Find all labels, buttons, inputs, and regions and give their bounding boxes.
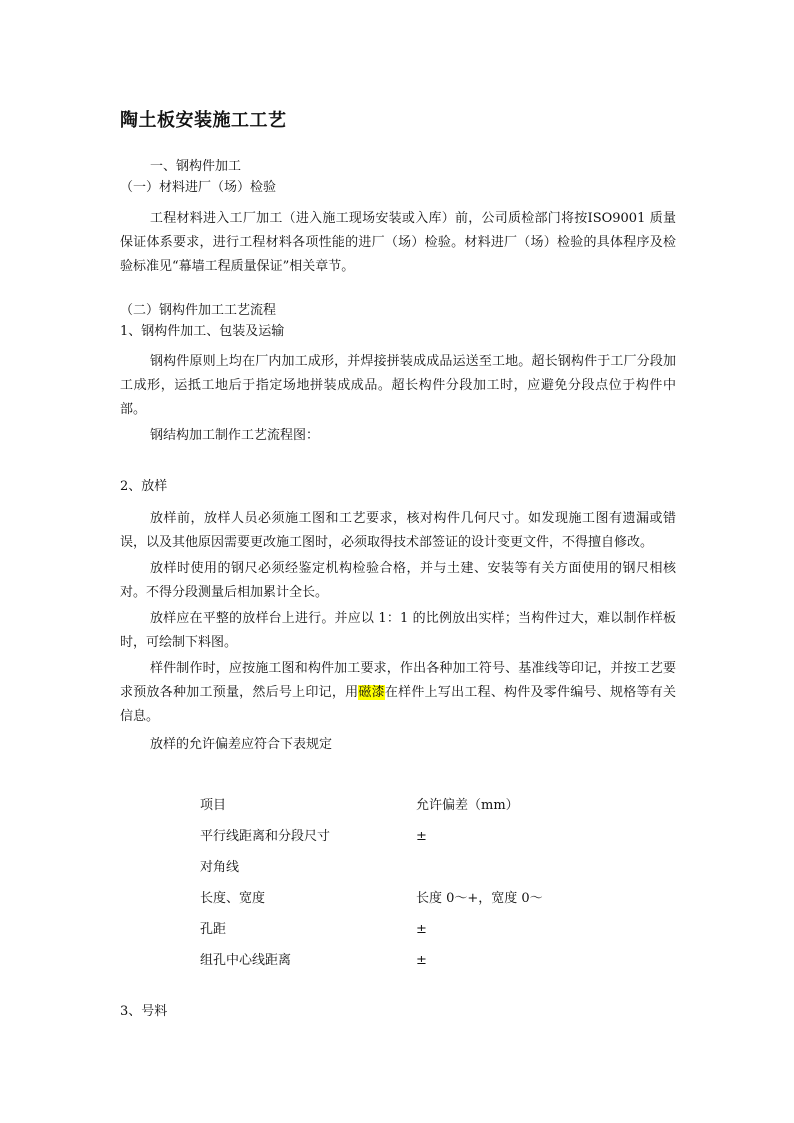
table-cell-tolerance: ± [416, 953, 427, 968]
table-cell-item: 孔距 [200, 922, 227, 937]
paragraph-flowchart-label: 钢结构加工制作工艺流程图： [150, 428, 320, 443]
item-heading-fabrication: 1、钢构件加工、包装及运输 [120, 324, 285, 339]
table-cell-item: 平行线距离和分段尺寸 [200, 829, 331, 844]
table-header-item: 项目 [200, 798, 227, 813]
subsection-heading-material-inspection: （一）材料进厂（场）检验 [120, 180, 277, 195]
table-cell-item: 组孔中心线距离 [200, 953, 292, 968]
table-cell-item: 对角线 [200, 860, 240, 875]
item-heading-marking: 3、号料 [120, 1004, 168, 1019]
paragraph-lofting-1: 放样前，放样人员必须施工图和工艺要求，核对构件几何尺寸。如发现施工图有遗漏或错误，以及其他原因需要更改施工图时，必须取得技术部签证的设计变更文件，不得擅自修改。 [120, 511, 676, 550]
item-heading-lofting: 2、放样 [120, 479, 168, 494]
table-cell-item: 长度、宽度 [200, 891, 266, 906]
table-cell-tolerance: ± [416, 829, 427, 844]
highlighted-text: 磁漆 [358, 685, 385, 700]
paragraph-lofting-4-part-a: 样件制作时，应按施工图和构件加工要求，作出各种加工符号、基准线等印记，并按工艺要求预放各种加工预量，然后号上印记，用 [120, 661, 676, 700]
document-title: 陶土板安装施工工艺 [120, 110, 287, 131]
paragraph-tolerance-intro: 放样的允许偏差应符合下表规定 [150, 737, 333, 752]
paragraph-fabrication: 钢构件原则上均在厂内加工成形，并焊接拼装成成品运送至工地。超长钢构件于工厂分段加工成形，运抵工地后于指定场地拼装成成品。超长构件分段加工时，应避免分段点位于构件中部。 [120, 354, 676, 417]
paragraph-lofting-4-part-b: 在样件上写出工程、构件及零件编号、规格等有关信息。 [120, 685, 676, 724]
table-cell-tolerance: 长度 0～+，宽度 0～ [416, 891, 543, 906]
subsection-heading-process-flow: （二）钢构件加工工艺流程 [120, 303, 277, 318]
paragraph-lofting-2: 放样时使用的钢尺必须经鉴定机构检验合格，并与土建、安装等有关方面使用的钢尺相核对。不得分段测量后相加累计全长。 [120, 561, 676, 600]
table-header-tolerance: 允许偏差（mm） [416, 798, 519, 813]
paragraph-lofting-4 [120, 657, 676, 729]
table-cell-tolerance: ± [416, 922, 427, 937]
paragraph-material-inspection: 工程材料进入工厂加工（进入施工现场安装或入库）前，公司质检部门将按ISO9001 质量保证体系要求，进行工程材料各项性能的进厂（场）检验。材料进厂（场）检验的具体程序及检验标准见“幕墙工程质量保证”相关章节。 [120, 211, 676, 274]
paragraph-lofting-3: 放样应在平整的放样台上进行。并应以 1：1 的比例放出实样；当构件过大，难以制作样板时，可绘制下料图。 [120, 611, 676, 650]
section-heading-1: 一、钢构件加工 [150, 159, 242, 174]
